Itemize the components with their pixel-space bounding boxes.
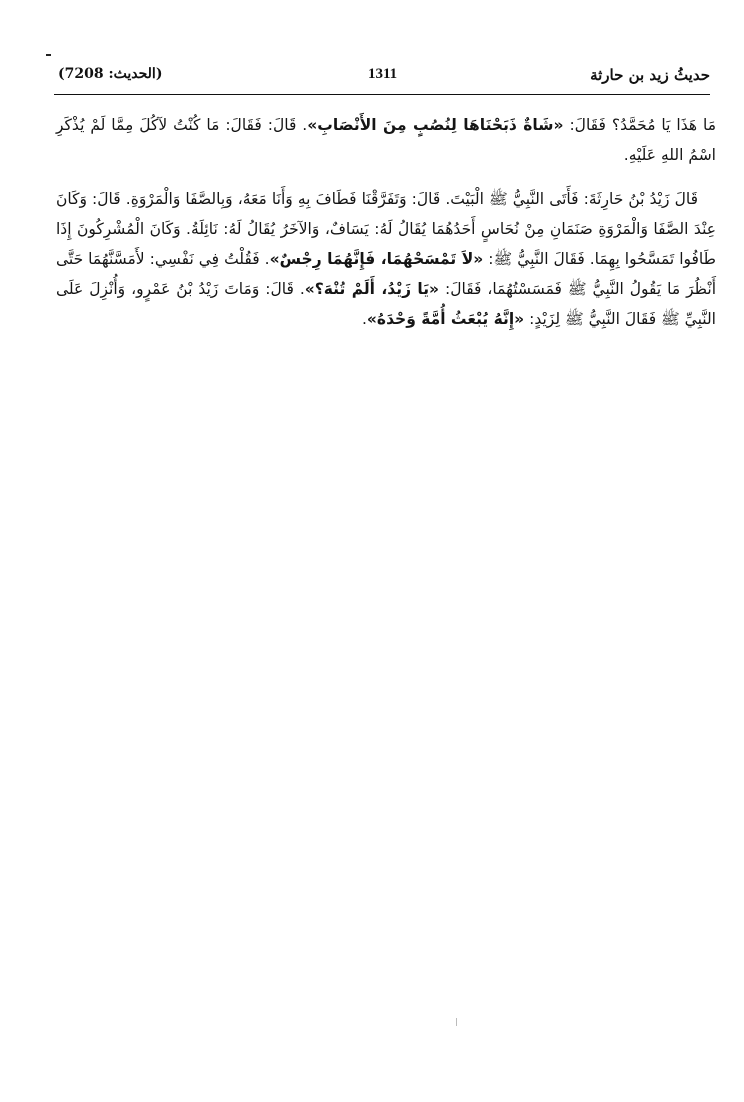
prophet-quote: «إِنَّهُ يُبْعَثُ أُمَّةً وَحْدَهُ» (366, 310, 525, 328)
text-segment: . فَقُلْتُ فِي نَفْسِي: لأَمَسَّنَّهُمَا حَتَّى أَنْظُرَ مَا يَقُولُ النَّبِيُّ ﷺ فَمَسَسْتُهُمَا، فَقَالَ: (56, 250, 717, 298)
prophet-quote: «يَا زَيْدُ، أَلَمْ تُنْهَ؟» (304, 280, 440, 298)
header-rule (54, 94, 710, 95)
page-number: 1311 (368, 66, 398, 82)
scan-mark (456, 1018, 457, 1026)
text-segment: مَا هَذَا يَا مُحَمَّدُ؟ فَقَالَ: (563, 116, 717, 134)
running-title: حديثُ زيد بن حارثة (590, 66, 710, 84)
main-text (56, 110, 716, 348)
prophet-quote: «شَاةٌ ذَبَحْنَاهَا لِنُصُبٍ مِنَ الأَنْصَابِ» (307, 116, 564, 134)
hadith-number: (الحديث: 7208) (58, 66, 163, 82)
text-segment: . (361, 310, 367, 328)
prophet-quote: «لاَ تَمْسَحْهُمَا، فَإِنَّهُمَا رِجْسٌ» (269, 250, 484, 268)
text-segment: قَالَ زَيْدُ بْنُ حَارِثَةَ: فَأَتَى النَّبِيُّ ﷺ الْبَيْتَ. قَالَ: وَتَفَرَّقْنَا فَطَافَ بِهِ وَأَنَا مَعَهُ، وَبِالصَّفَا وَالْمَرْوَةِ. قَالَ: وَكَانَ عِنْدَ الصَّفَا وَالْمَرْوَةِ صَنَمَانِ مِنْ نُحَاسٍ أَحَدُهُمَا يُقَالُ لَهُ: يَسَافٌ، وَالآخَرُ يُقَالُ لَهُ: نَائِلَةُ. وَكَانَ الْمُشْرِكُونَ إِذَا طَافُوا تَمَسَّحُوا بِهِمَا. فَقَالَ النَّبِيُّ ﷺ: (56, 190, 716, 268)
paragraph-2 (56, 184, 716, 334)
paragraph-1 (56, 110, 716, 170)
text-segment: . قَالَ: فَقَالَ: مَا كُنْتُ لآكُلَ مِمَّا لَمْ يُذْكَرِ اسْمُ اللهِ عَلَيْهِ. (56, 116, 716, 164)
corner-mark (46, 54, 51, 56)
running-header (58, 66, 710, 92)
text-segment: . قَالَ: وَمَاتَ زَيْدُ بْنُ عَمْرٍو، وَأُنْزِلَ عَلَى النَّبِيِّ ﷺ فَقَالَ النَّبِيُّ ﷺ لِزَيْدٍ: (56, 280, 716, 328)
